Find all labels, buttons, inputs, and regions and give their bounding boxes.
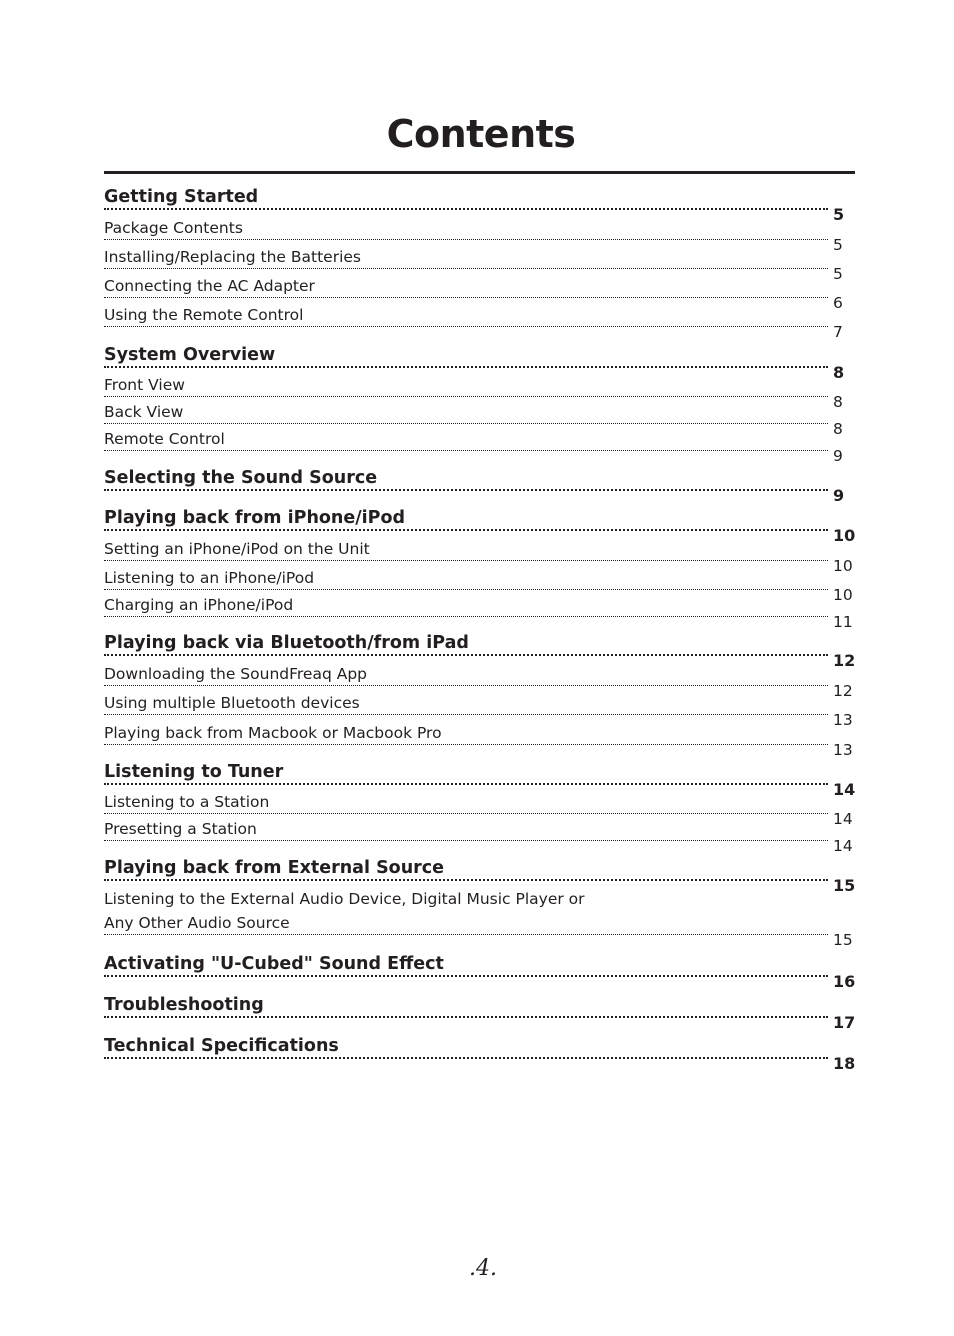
toc-entry-label: Using multiple Bluetooth devices <box>104 694 364 712</box>
dot-leader <box>104 560 828 561</box>
toc-entry-label: Front View <box>104 376 189 394</box>
toc-entry-page: 18 <box>833 1054 856 1073</box>
toc-entry-label: Listening to a Station <box>104 793 273 811</box>
toc-entry-label: Installing/Replacing the Batteries <box>104 248 365 266</box>
toc-entry-page: 12 <box>833 682 853 700</box>
toc-entry-page: 16 <box>833 972 856 991</box>
toc-entry[interactable] <box>104 857 856 895</box>
toc-entry-page: 14 <box>833 837 853 855</box>
dot-leader <box>104 1016 828 1018</box>
toc-entry-label: Listening to an iPhone/iPod <box>104 569 318 587</box>
dot-leader <box>104 879 828 881</box>
toc-entry[interactable] <box>104 507 856 545</box>
toc-entry-label: Connecting the AC Adapter <box>104 277 319 295</box>
dot-leader <box>104 297 828 298</box>
toc-entry-page: 13 <box>833 711 853 729</box>
dot-leader <box>104 813 828 814</box>
toc-entry-label: Presetting a Station <box>104 820 261 838</box>
toc-entry[interactable] <box>104 303 855 341</box>
toc-entry[interactable] <box>104 817 855 855</box>
toc-entry-label: Remote Control <box>104 430 229 448</box>
toc-entry-label: Playing back from External Source <box>104 858 448 878</box>
toc-entry-page: 14 <box>833 780 856 799</box>
toc-entry-page: 10 <box>833 526 856 545</box>
toc-entry-label: Technical Specifications <box>104 1036 343 1056</box>
dot-leader <box>104 529 828 531</box>
toc-entry-page: 12 <box>833 651 856 670</box>
dot-leader <box>104 975 828 977</box>
toc-entry-page: 8 <box>833 363 845 382</box>
toc-entry[interactable] <box>104 186 855 224</box>
dot-leader <box>104 1057 828 1059</box>
dot-leader <box>104 208 828 210</box>
dot-leader <box>104 366 828 368</box>
toc-entry[interactable] <box>104 344 855 382</box>
toc-entry[interactable] <box>104 994 856 1032</box>
dot-leader <box>104 685 828 686</box>
toc-entry-label: Playing back via Bluetooth/from iPad <box>104 633 473 653</box>
toc-entry-label: Setting an iPhone/iPod on the Unit <box>104 540 374 558</box>
toc-entry-page: 15 <box>833 876 856 895</box>
dot-leader <box>104 489 828 491</box>
toc-entry-page: 14 <box>833 810 853 828</box>
toc-entry[interactable] <box>104 274 855 312</box>
toc-entry[interactable] <box>104 1035 856 1073</box>
dot-leader <box>104 616 828 617</box>
dot-leader <box>104 589 828 590</box>
dot-leader <box>104 396 828 397</box>
dot-leader <box>104 654 828 656</box>
toc-entry[interactable] <box>104 400 855 438</box>
toc-entry-label: Using the Remote Control <box>104 306 307 324</box>
toc-entry[interactable] <box>104 953 856 991</box>
toc-entry-page: 10 <box>833 557 853 575</box>
toc-entry[interactable] <box>104 216 855 254</box>
toc-entry[interactable] <box>104 467 855 505</box>
toc-entry-page: 6 <box>833 294 843 312</box>
toc-entry-page: 7 <box>833 323 843 341</box>
page-title: Contents <box>386 112 576 156</box>
dot-leader <box>104 326 828 327</box>
dot-leader <box>104 783 828 785</box>
toc-entry-label: Activating "U-Cubed" Sound Effect <box>104 954 448 974</box>
toc-entry[interactable] <box>104 662 855 700</box>
page-number: .4. <box>469 1256 497 1281</box>
toc-entry-page: 8 <box>833 420 843 438</box>
toc-entry-label: Listening to Tuner <box>104 762 287 782</box>
toc-entry[interactable] <box>104 691 855 729</box>
toc-entry-label: Playing back from Macbook or Macbook Pro <box>104 724 446 742</box>
toc-entry-label: Troubleshooting <box>104 995 268 1015</box>
toc-entry[interactable] <box>104 593 855 631</box>
toc-entry-page: 8 <box>833 393 843 411</box>
dot-leader <box>104 268 828 269</box>
toc-entry-label-continued: Any Other Audio Source <box>104 914 294 932</box>
toc-entry[interactable] <box>104 245 855 283</box>
toc-entry-page: 9 <box>833 447 843 465</box>
toc-entry-page: 15 <box>833 931 853 949</box>
toc-entry-page: 5 <box>833 265 843 283</box>
toc-entry-page: 17 <box>833 1013 856 1032</box>
toc-entry-page: 10 <box>833 586 853 604</box>
toc-entry-label: Back View <box>104 403 187 421</box>
dot-leader <box>104 423 828 424</box>
dot-leader <box>104 744 828 745</box>
toc-entry-label: Playing back from iPhone/iPod <box>104 508 409 528</box>
dot-leader <box>104 714 828 715</box>
toc-entry-label: Charging an iPhone/iPod <box>104 596 297 614</box>
toc-entry-page: 5 <box>833 205 845 224</box>
toc-entry[interactable] <box>104 887 855 949</box>
toc-entry-label: Package Contents <box>104 219 247 237</box>
toc-entry-page: 9 <box>833 486 845 505</box>
dot-leader <box>104 239 828 240</box>
toc-entry-label: Selecting the Sound Source <box>104 468 381 488</box>
toc-entry-page: 11 <box>833 613 853 631</box>
toc-entry-page: 5 <box>833 236 843 254</box>
dot-leader <box>104 840 828 841</box>
dot-leader <box>104 934 828 935</box>
toc-entry-label: Listening to the External Audio Device, Digital Music Player or <box>104 890 585 908</box>
toc-entry[interactable] <box>104 537 855 575</box>
toc-entry-label: Getting Started <box>104 187 262 207</box>
toc-entry-page: 13 <box>833 741 853 759</box>
toc-entry[interactable] <box>104 761 856 799</box>
toc-entry[interactable] <box>104 373 855 411</box>
toc-entry[interactable] <box>104 790 855 828</box>
dot-leader <box>104 450 828 451</box>
toc-entry-label: System Overview <box>104 345 279 365</box>
toc-entry-label: Downloading the SoundFreaq App <box>104 665 371 683</box>
toc-entry[interactable] <box>104 632 856 670</box>
toc-entry[interactable] <box>104 427 855 465</box>
toc-entry[interactable] <box>104 721 855 759</box>
toc-entry[interactable] <box>104 566 855 604</box>
